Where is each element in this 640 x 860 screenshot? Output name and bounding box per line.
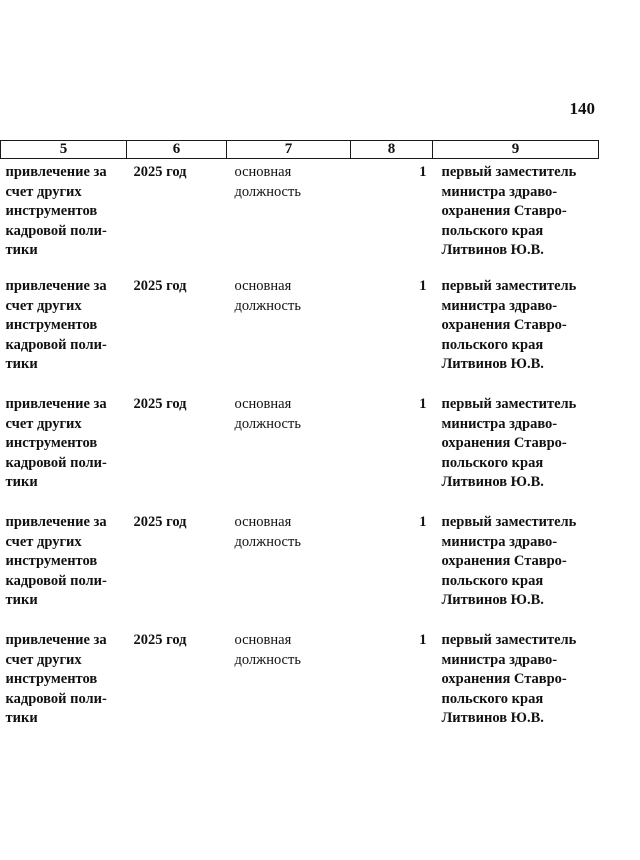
table-body <box>1 159 599 750</box>
cell-year: 2025 год <box>133 164 187 180</box>
cell-purpose: привлечение за счет других инструментов кадровой поли- тики <box>5 514 107 608</box>
cell-purpose: привлечение за счет других инструментов кадровой поли- тики <box>5 632 107 726</box>
table-row <box>1 631 599 749</box>
column-header-5: 5 <box>1 141 127 159</box>
cell-count: 1 <box>419 632 427 648</box>
table-row <box>1 277 599 395</box>
cell-purpose: привлечение за счет других инструментов кадровой поли- тики <box>5 278 107 372</box>
column-header-6: 6 <box>127 141 227 159</box>
column-header-8: 8 <box>351 141 433 159</box>
cell-position-type: основная должность <box>234 632 301 668</box>
cell-position-type: основная должность <box>234 164 301 200</box>
cell-year: 2025 год <box>133 278 187 294</box>
staffing-table <box>0 140 599 749</box>
cell-responsible: первый заместитель министра здраво- охранения Ставро- польского края Литвинов Ю.В. <box>441 396 577 490</box>
cell-purpose: привлечение за счет других инструментов кадровой поли- тики <box>5 164 107 258</box>
cell-year: 2025 год <box>133 396 187 412</box>
column-header-9: 9 <box>433 141 599 159</box>
cell-position-type: основная должность <box>234 396 301 432</box>
cell-count: 1 <box>419 396 427 412</box>
cell-year: 2025 год <box>133 514 187 530</box>
cell-count: 1 <box>419 514 427 530</box>
table-row <box>1 159 599 278</box>
cell-position-type: основная должность <box>234 514 301 550</box>
cell-responsible: первый заместитель министра здраво- охранения Ставро- польского края Литвинов Ю.В. <box>441 514 577 608</box>
table-header <box>1 141 599 159</box>
cell-count: 1 <box>419 278 427 294</box>
header-row <box>1 141 599 159</box>
cell-year: 2025 год <box>133 632 187 648</box>
cell-responsible: первый заместитель министра здраво- охранения Ставро- польского края Литвинов Ю.В. <box>441 278 577 372</box>
cell-purpose: привлечение за счет других инструментов кадровой поли- тики <box>5 396 107 490</box>
cell-position-type: основная должность <box>234 278 301 314</box>
column-header-7: 7 <box>227 141 351 159</box>
cell-responsible: первый заместитель министра здраво- охранения Ставро- польского края Литвинов Ю.В. <box>441 632 577 726</box>
cell-responsible: первый заместитель министра здраво- охранения Ставро- польского края Литвинов Ю.В. <box>441 164 577 258</box>
cell-count: 1 <box>419 164 427 180</box>
table-row <box>1 395 599 513</box>
page-number: 140 <box>569 99 595 118</box>
table-row <box>1 513 599 631</box>
